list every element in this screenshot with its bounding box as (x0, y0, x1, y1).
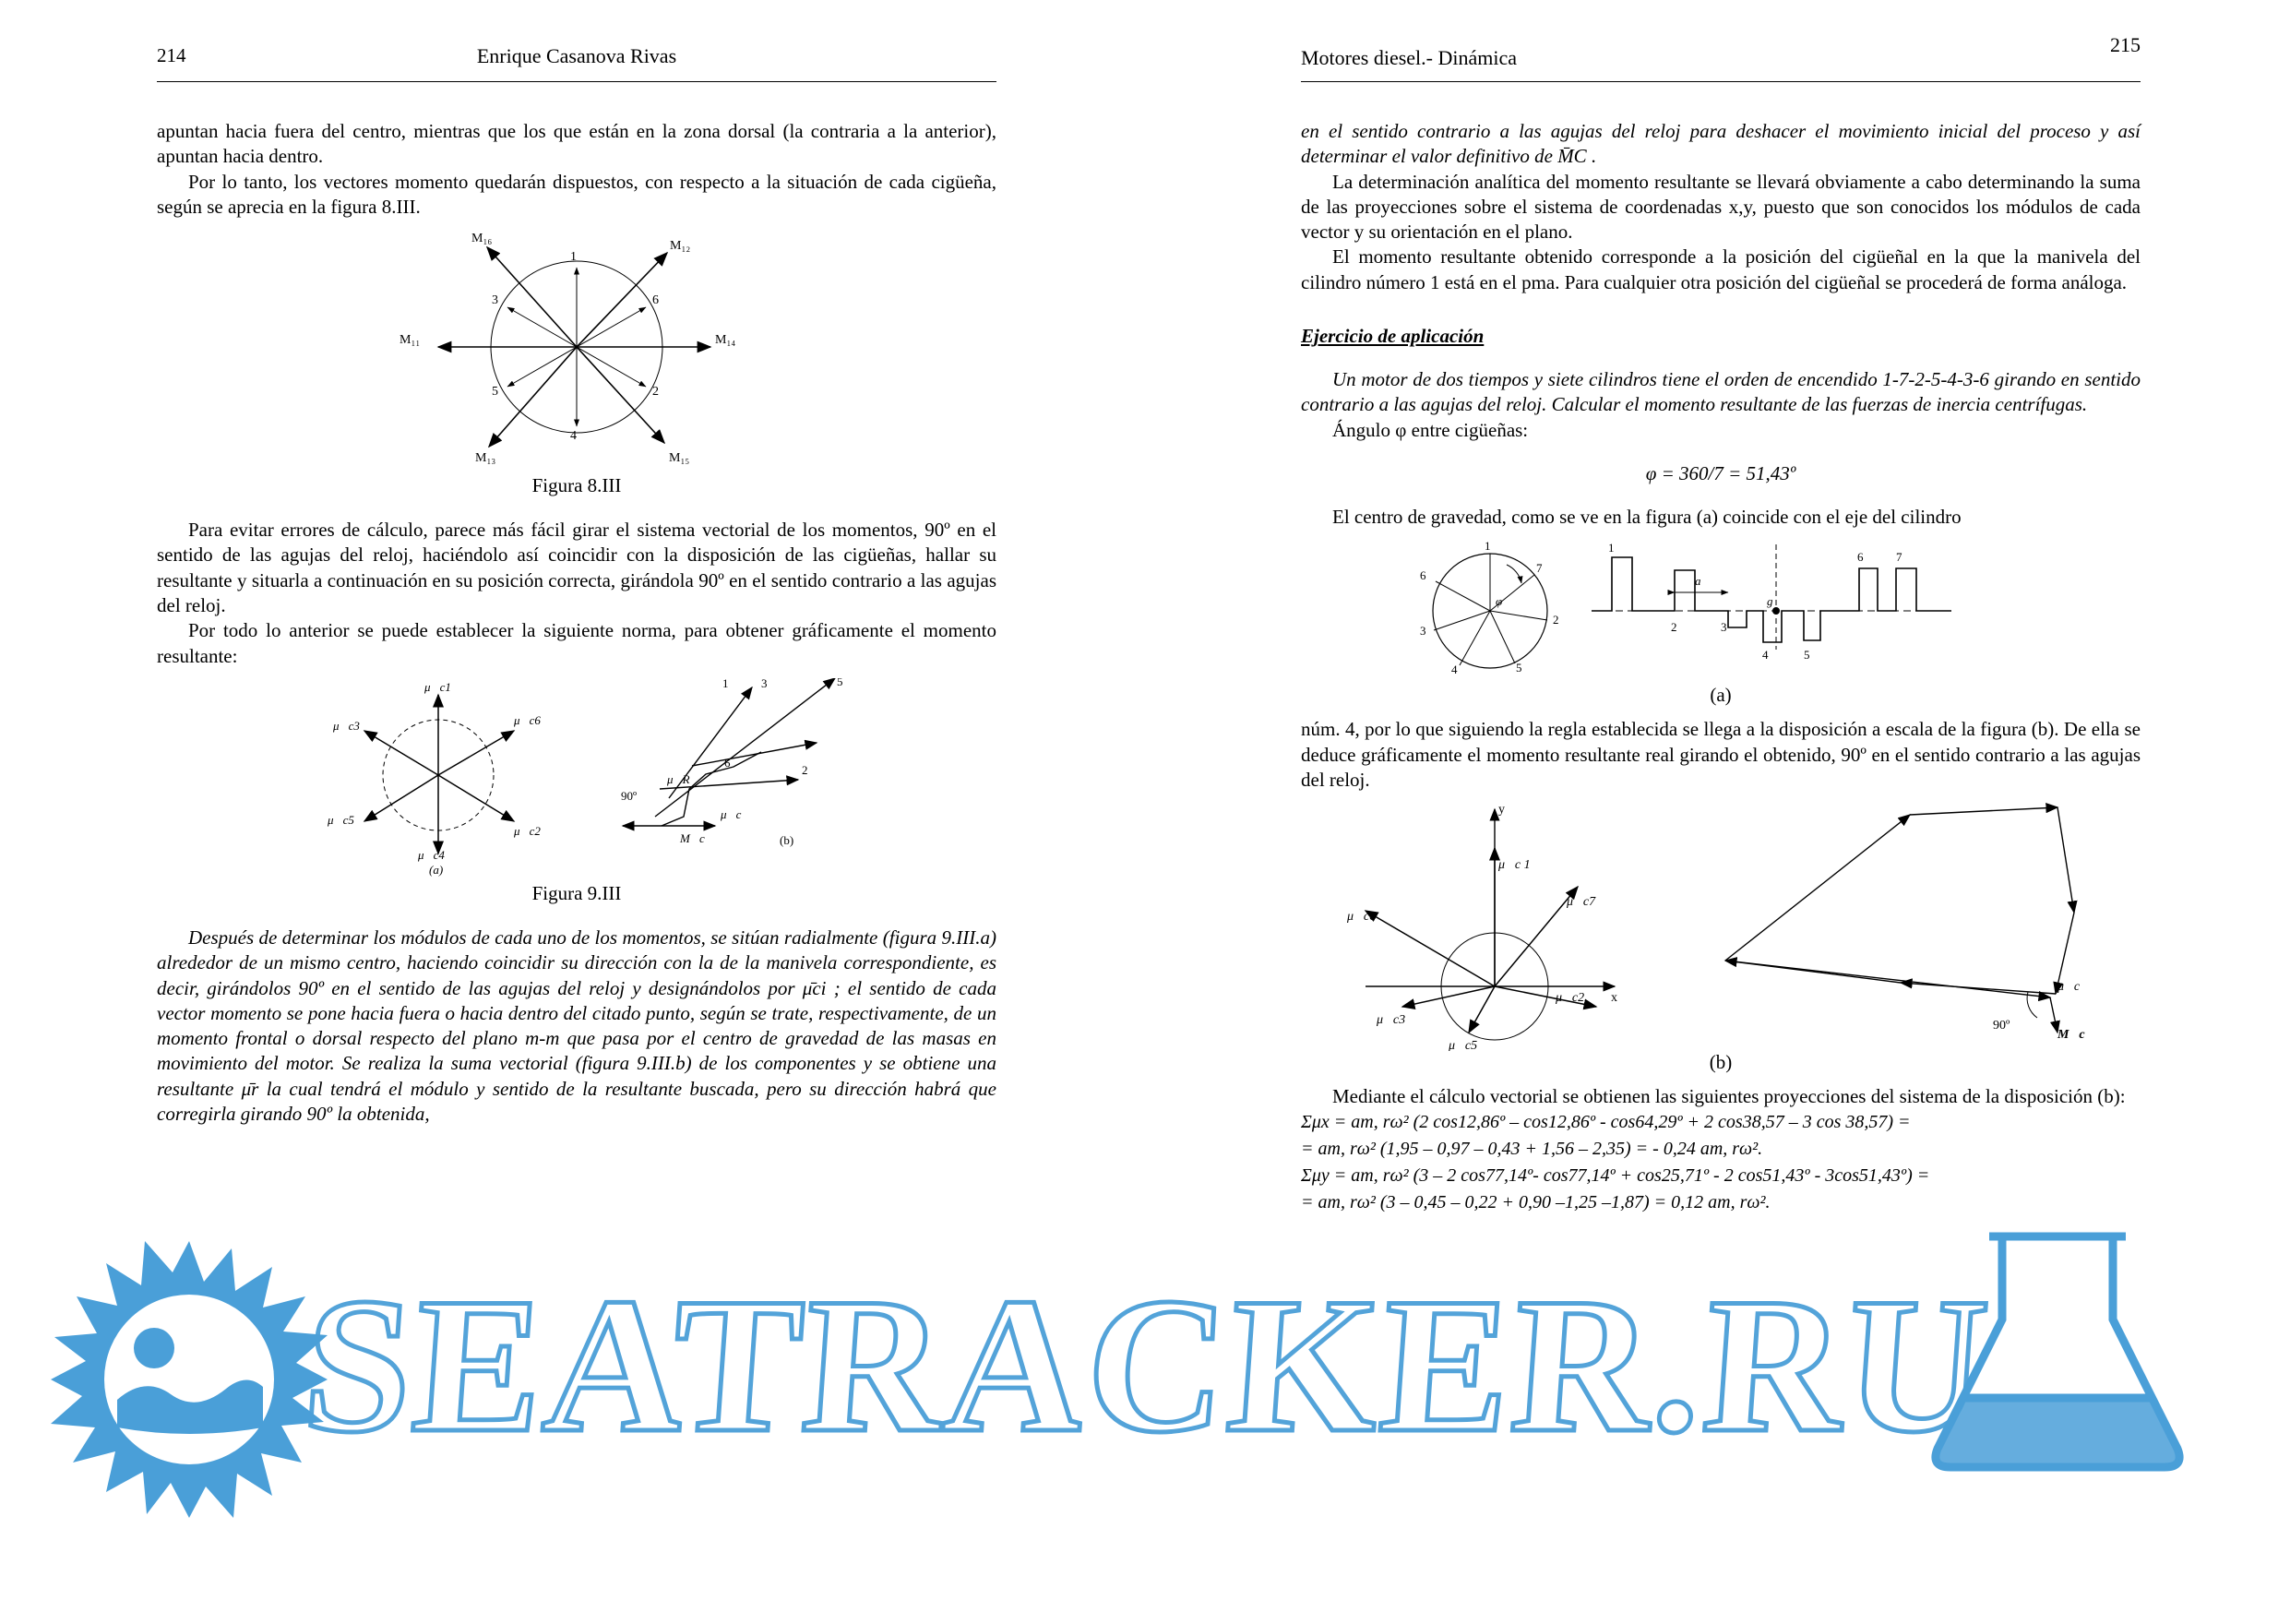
exercise-statement: Un motor de dos tiempos y siete cilindros tiene el orden de encendido 1-7-2-5-4-3-6 girando en sentido contrario a las agujas del reloj. Calcular el momento resultante de las fuerzas de inercia centrífugas. (1301, 368, 2141, 416)
figure-9-iii-svg (208, 678, 946, 877)
after-figure-a-paragraph: núm. 4, por lo que siguiendo la regla establecida se llega a la disposición a escala de la figura (b). De ella se deduce gráficamente el momento resultante real girando el obtenido, 90º en el sentido contrario a las agujas del reloj. (1301, 718, 2141, 791)
svg-text:1: 1 (1608, 541, 1615, 555)
left-page-number: 214 (157, 44, 186, 66)
svg-text:M₁₃: M₁₃ (475, 451, 496, 466)
svg-text:5: 5 (492, 385, 498, 400)
figure-8-iii-svg (318, 229, 835, 467)
svg-text:5: 5 (1804, 648, 1810, 663)
svg-text:μ⃗c7: μ⃗c7 (1567, 895, 1596, 910)
left-paragraph-3: Para evitar errores de cálculo, parece más fácil girar el sistema vectorial de los momentos, 90º en el sentido de las agujas del reloj, haciéndolo así coincidir con la disposición de las cigüeñas, hallar su resultante y situarla a continuación en su posición correcta, girándola 90º en el sentido contrario a las agujas del reloj. (157, 519, 996, 617)
cg-line: El centro de gravedad, como se ve en la figura (a) coincide con el eje del cilindro (1332, 505, 1962, 528)
svg-text:μ⃗c4: μ⃗c4 (418, 847, 445, 862)
figure-b (1292, 802, 2122, 1051)
equation-3: Σμy = am, rω² (3 – 2 cos77,14º- cos77,14º + cos25,71º - 2 cos51,43º - 3cos51,43º) = (1301, 1165, 1930, 1187)
svg-text:5: 5 (1516, 661, 1522, 675)
svg-text:μ⃗c6: μ⃗c6 (514, 712, 541, 727)
svg-text:μ⃗c: μ⃗c (721, 806, 742, 821)
svg-text:g: g (1767, 594, 1773, 609)
svg-text:2: 2 (1553, 613, 1559, 627)
right-page-number: 215 (2110, 33, 2141, 56)
figure-a (1370, 539, 2071, 682)
right-paragraph-2: La determinación analítica del momento resultante se llevará obviamente a cabo determinando la suma de las proyecciones sobre el sistema de coordenadas x,y, puesto que son conocidos los módulos de cada vector y su orientación en el plano. (1301, 170, 2141, 244)
figure-8-caption: Figura 8.III (531, 474, 622, 497)
svg-text:M₁₆: M₁₆ (471, 232, 493, 246)
left-page-header (157, 44, 996, 82)
figure-b-svg (1292, 802, 2122, 1051)
svg-text:4: 4 (1451, 663, 1458, 677)
svg-text:μ⃗c2: μ⃗c2 (514, 823, 541, 838)
figure-8-iii (318, 229, 835, 469)
svg-text:1: 1 (722, 677, 729, 690)
svg-text:3: 3 (1420, 624, 1426, 639)
svg-text:μ⃗c2: μ⃗c2 (1556, 991, 1585, 1006)
sun-logo-icon (51, 1241, 328, 1518)
svg-text:M₁₅: M₁₅ (669, 451, 690, 466)
svg-text:7: 7 (1536, 561, 1543, 576)
svg-text:90º: 90º (621, 788, 638, 803)
equation-4: = am, rω² (3 – 0,45 – 0,22 + 0,90 –1,25 –1,87) = 0,12 am, rω². (1301, 1192, 1771, 1213)
angle-formula: φ = 360/7 = 51,43º (1645, 461, 1796, 484)
svg-text:4: 4 (570, 429, 577, 444)
right-paragraph-3: El momento resultante obtenido corresponde a la posición del cigüeñal en la que la manivela del cilindro número 1 está en el pma. Para cualquier otra posición del cigüeñal se procederá de forma análoga. (1301, 245, 2141, 293)
watermark (0, 1200, 2290, 1624)
svg-text:2: 2 (652, 385, 659, 400)
right-page-header-title: Motores diesel.- Dinámica (1301, 46, 1517, 69)
equation-block (1301, 1109, 2141, 1216)
svg-text:M₁₄: M₁₄ (715, 333, 736, 348)
svg-text:a: a (1695, 574, 1701, 589)
watermark-text: SEATRACKER.RU (296, 1259, 1996, 1473)
svg-text:6: 6 (652, 293, 659, 308)
svg-text:μ⃗c5: μ⃗c5 (328, 812, 354, 827)
svg-text:6: 6 (724, 755, 731, 770)
svg-text:(b): (b) (780, 832, 794, 847)
svg-text:3: 3 (761, 677, 768, 690)
svg-text:μ⃗c: μ⃗c (2057, 980, 2081, 995)
svg-text:φ: φ (1496, 594, 1503, 609)
svg-text:M⃗c: M⃗c (680, 830, 705, 845)
figure-a-tag: (a) (1710, 684, 1732, 707)
svg-text:y: y (1498, 803, 1505, 818)
equation-1: Σμx = am, rω² (2 cos12,86º – cos12,86º - cos64,29º + 2 cos38,57 – 3 cos 38,57) = (1301, 1112, 1911, 1133)
svg-text:2: 2 (1671, 620, 1677, 635)
svg-text:(a): (a) (429, 862, 444, 877)
svg-text:4: 4 (1762, 648, 1769, 663)
left-page-header-title: Enrique Casanova Rivas (476, 44, 677, 67)
svg-text:5: 5 (837, 677, 843, 688)
svg-text:6: 6 (1857, 550, 1864, 565)
svg-text:μ⃗c3: μ⃗c3 (333, 718, 360, 733)
figure-b-tag: (b) (1709, 1051, 1733, 1074)
right-paragraph-1: en el sentido contrario a las agujas del reloj para deshacer el movimiento inicial del proceso y así determinar el valor definitivo de M̄C . (1301, 120, 2141, 168)
svg-text:μ⃗c5: μ⃗c5 (1449, 1039, 1478, 1052)
svg-text:90º: 90º (1993, 1019, 2010, 1033)
svg-text:μ⃗c 1: μ⃗c 1 (1498, 858, 1531, 873)
right-page-column (1301, 33, 2141, 1216)
exercise-heading: Ejercicio de aplicación (1301, 325, 1485, 348)
equation-2: = am, rω² (1,95 – 0,97 – 0,43 + 1,56 – 2,35) = - 0,24 am, rω². (1301, 1139, 1763, 1160)
angle-line: Ángulo φ entre cigüeñas: (1332, 418, 1529, 441)
svg-text:1: 1 (570, 250, 577, 265)
svg-text:μ⃗c3: μ⃗c3 (1377, 1013, 1406, 1028)
figure-9-iii (208, 678, 946, 877)
figure-9-caption: Figura 9.III (531, 881, 622, 904)
svg-text:2: 2 (802, 762, 808, 777)
vector-calc-intro: Mediante el cálculo vectorial se obtienen las siguientes proyecciones del sistema de la disposición (b): (1332, 1085, 2126, 1108)
svg-text:x: x (1611, 991, 1617, 1006)
left-paragraph-1: apuntan hacia fuera del centro, mientras que los que están en la zona dorsal (la contraria a la anterior), apuntan hacia dentro. (157, 120, 996, 168)
svg-text:1: 1 (1485, 539, 1491, 554)
svg-text:3: 3 (1721, 620, 1727, 635)
beaker-logo-icon (1901, 1218, 2214, 1495)
svg-text:7: 7 (1896, 550, 1902, 565)
svg-text:M₁₂: M₁₂ (670, 239, 691, 254)
right-page-header (1301, 33, 2141, 82)
svg-text:μ⃗R: μ⃗R (667, 771, 690, 786)
svg-text:μ⃗c1: μ⃗c1 (424, 679, 451, 694)
left-paragraph-2: Por lo tanto, los vectores momento quedarán dispuestos, con respecto a la situación de cada cigüeña, según se aprecia en la figura 8.III. (157, 170, 996, 218)
left-final-italic-paragraph: Después de determinar los módulos de cada uno de los momentos, se sitúan radialmente (figura 9.III.a) alrededor de un mismo centro, haciendo coincidir su dirección con la de la manivela correspondiente, es decir, girándolos 90º en el sentido de las agujas del reloj y designándolos por μ̄ci ; el sentido de cada vector momento se pone hacia fuera o hacia dentro del citado punto, según se trate, respectivamente, de un momento frontal o dorsal respecto del plano m-m que pasa por el centro de gravedad de las masas en movimiento del motor. Se realiza la suma vectorial (figura 9.III.b) de los componentes y se obtiene una resultante μ̄r la cual tendrá el módulo y sentido de la resultante buscada, pero su dirección habrá que corregirla girando 90º la obtenida, (157, 925, 996, 1126)
figure-a-svg (1370, 539, 2071, 682)
left-page-column (157, 44, 996, 1127)
svg-text:M₁₁: M₁₁ (400, 333, 421, 348)
svg-text:3: 3 (492, 293, 498, 308)
svg-text:μ⃗c6: μ⃗c6 (1347, 910, 1377, 925)
left-paragraph-4: Por todo lo anterior se puede establecer la siguiente norma, para obtener gráficamente el momento resultante: (157, 619, 996, 667)
svg-text:M⃗c: M⃗c (2057, 1028, 2085, 1043)
svg-text:6: 6 (1420, 568, 1426, 583)
